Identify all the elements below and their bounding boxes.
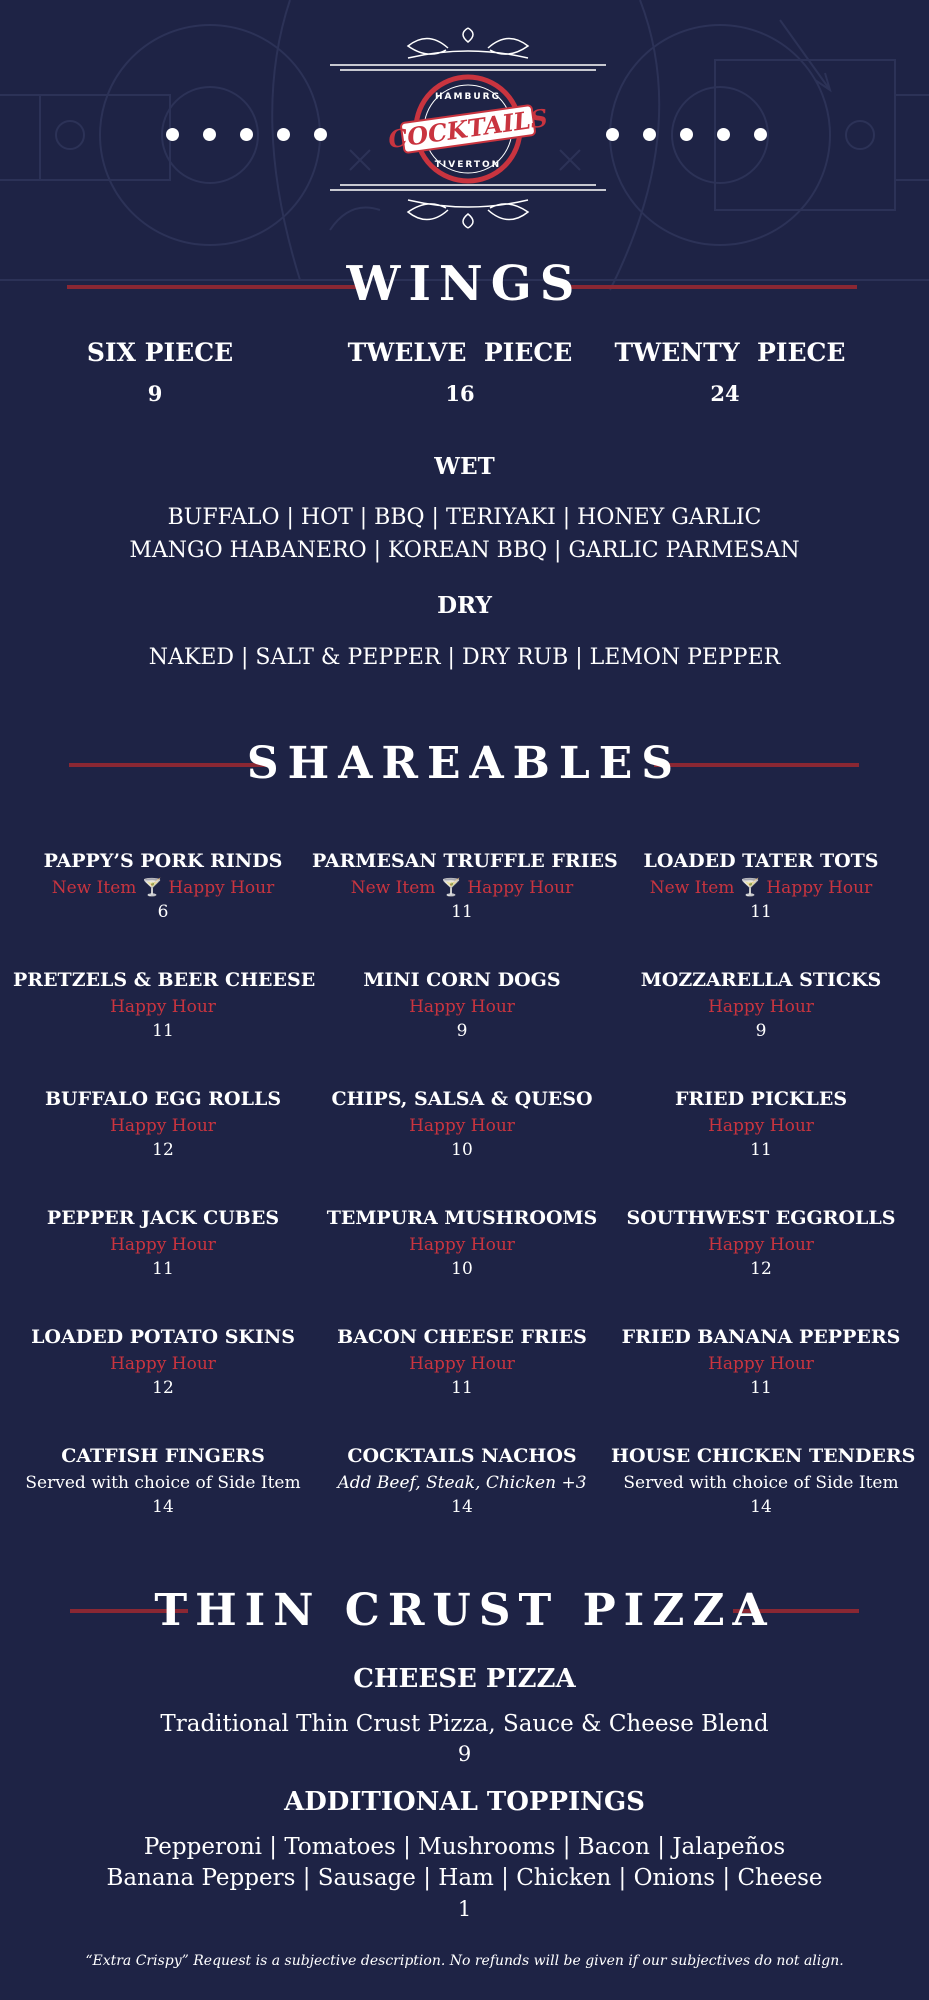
shareable-item [611,969,911,1041]
wings-title: WINGS [346,256,583,312]
cheese-pizza-title: CHEESE PIZZA [353,1664,576,1694]
wet-flavors-line1: BUFFALO | HOT | BBQ | TERIYAKI | HONEY GARLIC [167,505,762,530]
shareable-item [13,1326,313,1398]
item-tag: Happy Hour [110,1354,216,1374]
item-tag: Happy Hour [409,997,515,1017]
cheese-pizza-price: 9 [457,1742,472,1766]
item-tag: Happy Hour [708,997,814,1017]
item-price: 11 [152,1259,174,1279]
item-name: LOADED TATER TOTS [643,850,879,872]
shareable-item [13,850,313,922]
item-name: MOZZARELLA STICKS [640,969,882,991]
item-tag: Happy Hour [409,1354,515,1374]
item-name: FRIED PICKLES [674,1088,848,1110]
size-name: SIX PIECE [86,338,234,367]
item-name: COCKTAILS NACHOS [347,1445,577,1467]
item-tag: Served with choice of Side Item [25,1473,301,1493]
item-price: 11 [750,1140,772,1160]
shareable-item [312,969,612,1041]
extra-crispy-disclaimer: “Extra Crispy” Request is a subjective description. No refunds will be given if our subjectives do not align. [85,1953,844,1969]
item-tag: New Item 🍸 Happy Hour [649,878,873,898]
item-tag: New Item 🍸 Happy Hour [350,878,574,898]
shareables-title: SHAREABLES [246,738,683,789]
size-price: 16 [445,381,475,406]
item-name: SOUTHWEST EGGROLLS [626,1207,896,1229]
item-tag: Happy Hour [409,1235,515,1255]
toppings-line1: Pepperoni | Tomatoes | Mushrooms | Bacon | Jalapeños [143,1834,786,1860]
item-price: 12 [152,1140,174,1160]
decorative-dots-left [166,128,327,141]
wings-size-twelve [340,338,580,406]
item-name: TEMPURA MUSHROOMS [326,1207,598,1229]
size-price: 24 [710,381,740,406]
shareable-item [611,1445,916,1517]
item-tag: Happy Hour [110,1116,216,1136]
size-name: TWENTY PIECE [614,338,846,367]
item-name: CHIPS, SALSA & QUESO [331,1088,593,1110]
item-price: 14 [152,1497,174,1517]
item-name: BACON CHEESE FRIES [337,1326,587,1348]
item-price: 12 [750,1259,772,1279]
item-tag: Happy Hour [110,997,216,1017]
item-price: 9 [755,1021,767,1041]
item-name: PARMESAN TRUFFLE FRIES [312,850,618,872]
item-price: 14 [750,1497,772,1517]
item-name: CATFISH FINGERS [61,1445,265,1467]
item-tag: Happy Hour [110,1235,216,1255]
item-price: 11 [750,1378,772,1398]
item-name: PRETZELS & BEER CHEESE [13,969,316,991]
toppings-line2: Banana Peppers | Sausage | Ham | Chicken | Onions | Cheese [106,1865,823,1891]
item-price: 10 [451,1140,473,1160]
pizza-title: THIN CRUST PIZZA [154,1585,775,1636]
logo-top-text: HAMBURG [435,92,501,102]
item-price: 9 [456,1021,468,1041]
wings-size-twenty [610,338,850,406]
item-name: FRIED BANANA PEPPERS [621,1326,901,1348]
dry-label: DRY [437,592,492,619]
item-tag: Happy Hour [708,1354,814,1374]
item-tag: New Item 🍸 Happy Hour [51,878,275,898]
item-price: 11 [451,902,473,922]
dry-flavors-line: NAKED | SALT & PEPPER | DRY RUB | LEMON PEPPER [148,645,781,670]
shareable-item [312,1326,612,1398]
shareable-item [611,1326,911,1398]
item-tag: Served with choice of Side Item [623,1473,899,1493]
shareable-item [312,1088,612,1160]
cheese-pizza-desc: Traditional Thin Crust Pizza, Sauce & Cheese Blend [160,1711,769,1737]
wet-label: WET [434,453,495,480]
shareable-item [312,1445,612,1517]
shareable-item [611,1088,911,1160]
shareable-item [13,1088,313,1160]
item-tag: Happy Hour [409,1116,515,1136]
item-price: 14 [451,1497,473,1517]
item-name: PEPPER JACK CUBES [46,1207,280,1229]
size-price: 9 [147,381,163,406]
item-price: 11 [750,902,772,922]
cocktails-logo [330,20,606,238]
item-tag: Add Beef, Steak, Chicken +3 [337,1473,587,1493]
item-price: 12 [152,1378,174,1398]
shareable-item [13,1207,313,1279]
item-name: LOADED POTATO SKINS [31,1326,295,1348]
wings-size-six [60,338,260,406]
shareable-item [312,1207,612,1279]
item-tag: Happy Hour [708,1235,814,1255]
item-price: 10 [451,1259,473,1279]
item-name: MINI CORN DOGS [363,969,561,991]
shareable-item [13,969,316,1041]
logo-bottom-text: TIVERTON [434,160,502,170]
item-name: BUFFALO EGG ROLLS [44,1088,282,1110]
item-price: 11 [152,1021,174,1041]
shareable-item [611,1207,911,1279]
shareable-item [312,850,618,922]
shareable-item [13,1445,313,1517]
size-name: TWELVE PIECE [347,338,573,367]
toppings-price: 1 [457,1897,472,1921]
decorative-dots-right [606,128,767,141]
shareable-item [611,850,911,922]
toppings-title: ADDITIONAL TOPPINGS [284,1787,645,1817]
item-name: HOUSE CHICKEN TENDERS [611,1445,916,1467]
item-tag: Happy Hour [708,1116,814,1136]
item-name: PAPPY’S PORK RINDS [43,850,283,872]
item-price: 11 [451,1378,473,1398]
wet-flavors-line2: MANGO HABANERO | KOREAN BBQ | GARLIC PARMESAN [129,538,800,563]
item-price: 6 [157,902,169,922]
logo-main-text: COCKTAILS [386,102,550,155]
